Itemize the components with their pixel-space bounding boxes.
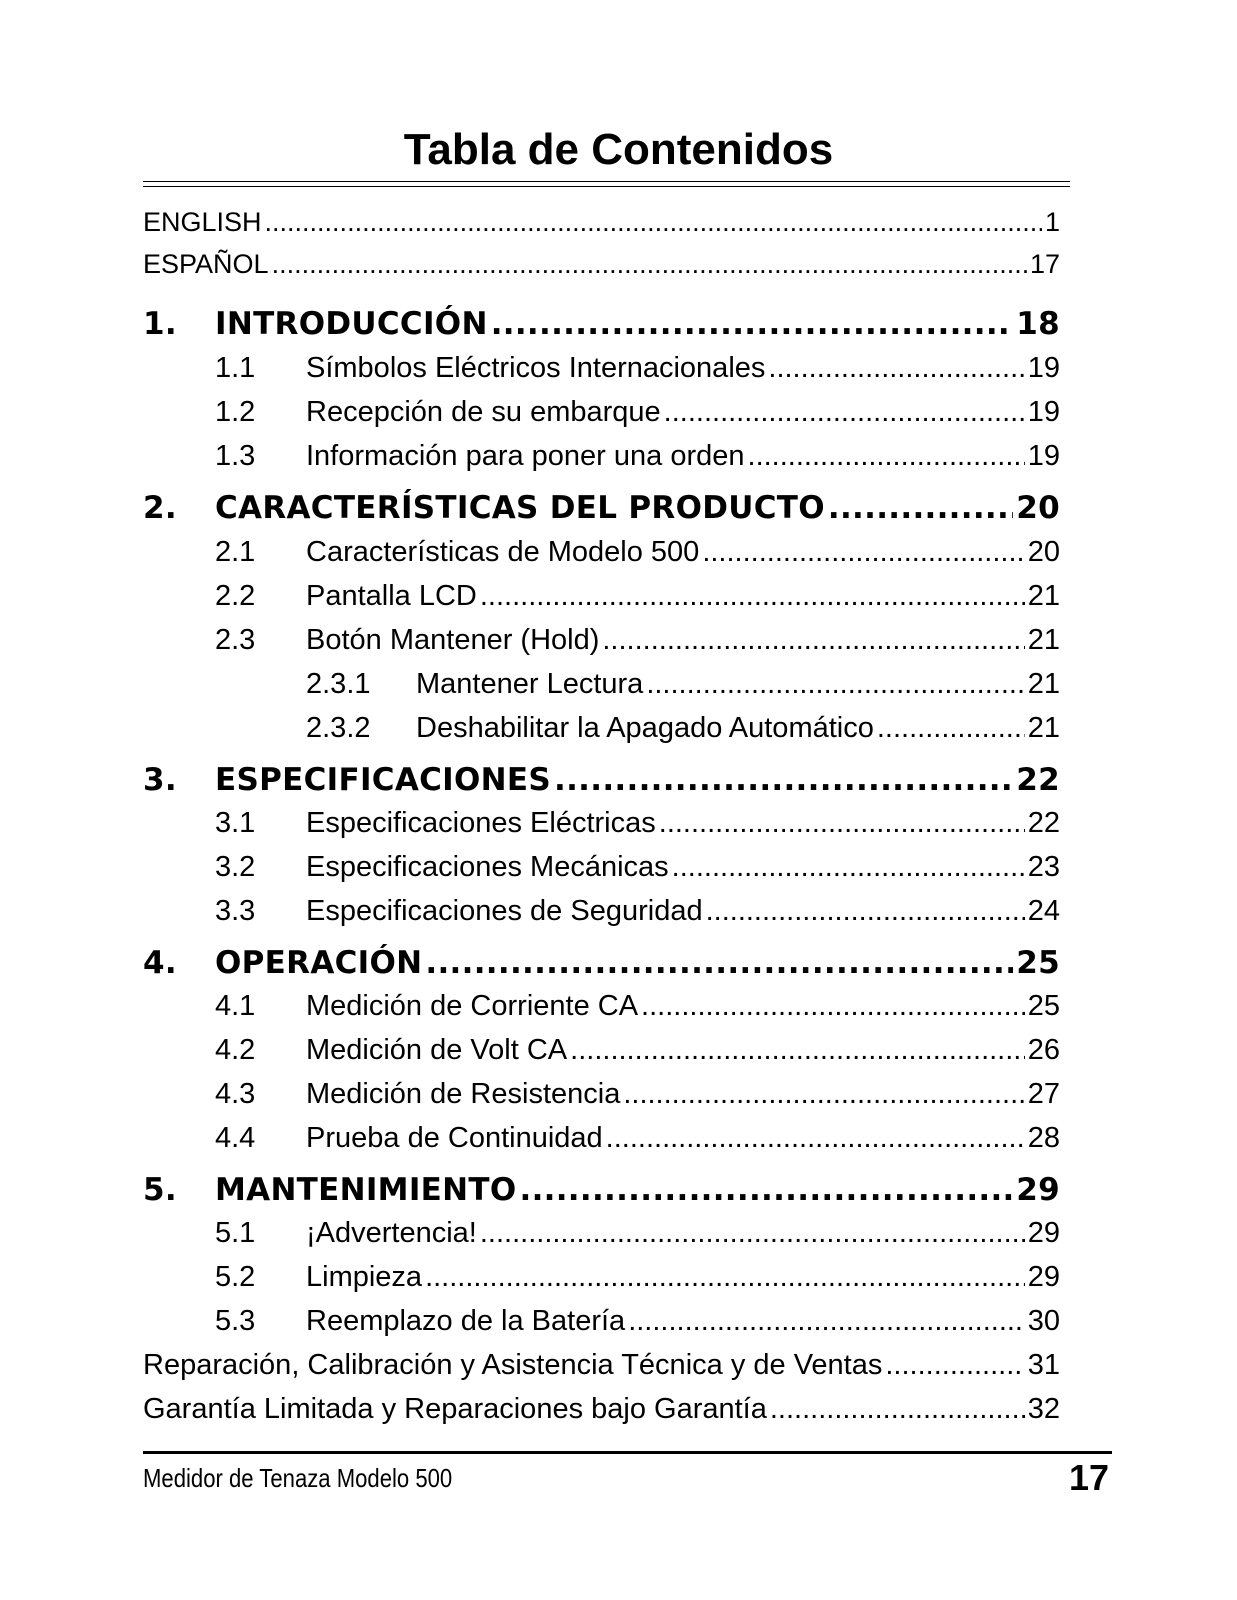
toc-entry-number: 4.1 — [215, 990, 256, 1022]
toc-entry-label: Recepción de su embarque — [306, 396, 661, 428]
toc-entry-number: 3.3 — [215, 895, 256, 927]
toc-entry-page: 22 — [1027, 807, 1060, 839]
toc-dot-leader — [672, 851, 1025, 884]
title-divider — [143, 181, 1070, 187]
toc-entry-page: 19 — [1027, 396, 1060, 428]
toc-entry-page: 19 — [1027, 440, 1060, 472]
toc-entry-page: 24 — [1027, 895, 1060, 927]
toc-entry-number: 3. — [143, 762, 177, 798]
toc-dot-leader — [520, 1172, 1014, 1208]
toc-dot-leader — [702, 536, 1024, 569]
toc-entry-label: Deshabilitar la Apagado Automático — [416, 712, 874, 744]
toc-entry-label: Medición de Volt CA — [306, 1034, 568, 1066]
toc-entry-label: Mantener Lectura — [416, 668, 644, 700]
toc-entry — [143, 440, 1060, 473]
toc-entry — [143, 249, 1060, 280]
toc-dot-leader — [491, 306, 1014, 342]
toc-entry-page: 28 — [1027, 1122, 1060, 1154]
toc-entry-label: Símbolos Eléctricos Internacionales — [306, 352, 766, 384]
toc-entry — [143, 1034, 1060, 1067]
page-title: Tabla de Contenidos — [403, 125, 834, 174]
toc-entry — [143, 1305, 1060, 1338]
footer-divider — [143, 1451, 1112, 1454]
toc-entry-label: Especificaciones Mecánicas — [306, 851, 669, 883]
toc-dot-leader — [664, 396, 1025, 429]
toc-entry-number: 2.2 — [215, 580, 256, 612]
toc-dot-leader — [570, 1034, 1025, 1067]
toc-entry-number: 1.1 — [215, 352, 256, 384]
toc-entry-page: 23 — [1027, 851, 1060, 883]
toc-entry-label: Limpieza — [306, 1261, 423, 1293]
toc-entry-number: 1. — [143, 306, 177, 342]
toc-entry-label: ENGLISH — [143, 207, 262, 237]
toc-entry-number: 3.1 — [215, 807, 256, 839]
toc-entry-label: Medición de Resistencia — [306, 1078, 621, 1110]
toc-entry-page: 17 — [1029, 249, 1060, 279]
toc-entry — [143, 1349, 1060, 1382]
toc-entry-label: ESPAÑOL — [143, 249, 269, 279]
toc-entry — [143, 306, 1060, 342]
toc-dot-leader — [623, 1078, 1024, 1111]
toc-entry-label: Especificaciones de Seguridad — [306, 895, 703, 927]
toc-entry-page: 21 — [1027, 668, 1060, 700]
toc-entry-label: ESPECIFICACIONES — [215, 762, 552, 798]
toc-entry-page: 21 — [1027, 624, 1060, 656]
toc-entry-page: 18 — [1016, 306, 1060, 342]
toc-entry-label: Botón Mantener (Hold) — [306, 624, 600, 656]
toc-entry-page: 29 — [1027, 1217, 1060, 1249]
toc-dot-leader — [768, 352, 1024, 385]
footer-page-number: 17 — [1068, 1457, 1109, 1498]
toc-entry-page: 31 — [1027, 1349, 1060, 1381]
toc-dot-leader — [265, 207, 1042, 238]
toc-entry-number: 2.3 — [215, 624, 256, 656]
toc-entry — [143, 807, 1060, 840]
toc-dot-leader — [628, 1305, 1025, 1338]
toc-entry-number: 4.3 — [215, 1078, 256, 1110]
toc-entry — [143, 1393, 1060, 1426]
toc-dot-leader — [706, 895, 1025, 928]
toc-entry — [143, 895, 1060, 928]
toc-entry — [143, 1261, 1060, 1294]
toc-entry-label: Características de Modelo 500 — [306, 536, 700, 568]
toc-entry-label: Reparación, Calibración y Asistencia Técnica y de Ventas — [143, 1349, 883, 1381]
toc-entry-page: 29 — [1027, 1261, 1060, 1293]
toc-dot-leader — [646, 668, 1024, 701]
toc-entry-page: 20 — [1016, 490, 1060, 526]
toc-entry — [143, 668, 1060, 701]
toc-entry-page: 25 — [1016, 945, 1060, 981]
toc-dot-leader — [828, 490, 1013, 526]
toc-dot-leader — [770, 1393, 1025, 1426]
toc-entry-number: 5. — [143, 1172, 177, 1208]
toc-entry-label: Reemplazo de la Batería — [306, 1305, 626, 1337]
toc-entry — [143, 990, 1060, 1023]
toc-entry-label: Pantalla LCD — [306, 580, 477, 612]
toc-entry-label: Garantía Limitada y Reparaciones bajo Garantía — [143, 1393, 767, 1425]
toc-dot-leader — [480, 1217, 1025, 1250]
toc-dot-leader — [425, 1261, 1025, 1294]
footer-document-title: Medidor de Tenaza Modelo 500 — [143, 1463, 453, 1493]
toc-entry — [143, 207, 1060, 238]
toc-entry-label: Información para poner una orden — [306, 440, 745, 472]
toc-entry — [143, 536, 1060, 569]
toc-entry-label: OPERACIÓN — [215, 945, 423, 981]
toc-entry-number: 2.1 — [215, 536, 256, 568]
toc-entry-page: 27 — [1027, 1078, 1060, 1110]
toc-entry-number: 4.4 — [215, 1122, 256, 1154]
toc-entry-page: 20 — [1027, 536, 1060, 568]
toc-entry — [143, 762, 1060, 798]
toc-entry-page: 1 — [1044, 207, 1060, 237]
toc-dot-leader — [272, 249, 1027, 280]
toc-entry-page: 30 — [1027, 1305, 1060, 1337]
toc-entry-page: 25 — [1027, 990, 1060, 1022]
toc-entry — [143, 580, 1060, 613]
toc-entry-page: 26 — [1027, 1034, 1060, 1066]
toc-entry-label: Medición de Corriente CA — [306, 990, 639, 1022]
toc-entry-label: Especificaciones Eléctricas — [306, 807, 656, 839]
toc-entry-page: 21 — [1027, 712, 1060, 744]
toc-entry-label: INTRODUCCIÓN — [215, 306, 488, 342]
toc-entry — [143, 396, 1060, 429]
toc-entry — [143, 1122, 1060, 1155]
toc-dot-leader — [641, 990, 1025, 1023]
toc-entry-label: Prueba de Continuidad — [306, 1122, 603, 1154]
toc-entry-label: MANTENIMIENTO — [215, 1172, 517, 1208]
toc-entry — [143, 490, 1060, 526]
toc-entry — [143, 851, 1060, 884]
toc-dot-leader — [480, 580, 1025, 613]
toc-dot-leader — [602, 624, 1024, 657]
toc-entry-page: 19 — [1027, 352, 1060, 384]
toc-entry-number: 5.2 — [215, 1261, 256, 1293]
toc-entry-number: 3.2 — [215, 851, 256, 883]
toc-entry-number: 5.3 — [215, 1305, 256, 1337]
toc-entry — [143, 1217, 1060, 1250]
toc-entry-page: 21 — [1027, 580, 1060, 612]
toc-entry-number: 2.3.1 — [306, 668, 371, 700]
toc-entry-number: 1.3 — [215, 440, 256, 472]
toc-dot-leader — [606, 1122, 1025, 1155]
toc-dot-leader — [425, 945, 1013, 981]
toc-entry-number: 2. — [143, 490, 177, 526]
toc-dot-leader — [877, 712, 1025, 745]
toc-entry-page: 22 — [1016, 762, 1060, 798]
toc-entry-number: 4. — [143, 945, 177, 981]
toc-entry — [143, 945, 1060, 981]
toc-entry — [143, 624, 1060, 657]
toc-entry-page: 32 — [1027, 1393, 1060, 1425]
toc-entry-label: ¡Advertencia! — [306, 1217, 477, 1249]
toc-dot-leader — [748, 440, 1025, 473]
toc-entry — [143, 712, 1060, 745]
toc-entry-number: 2.3.2 — [306, 712, 371, 744]
toc-entry-page: 29 — [1016, 1172, 1060, 1208]
toc-entry-number: 5.1 — [215, 1217, 256, 1249]
toc-dot-leader — [885, 1349, 1024, 1382]
toc-dot-leader — [554, 762, 1013, 798]
toc-entry — [143, 1172, 1060, 1208]
toc-entry-label: CARACTERÍSTICAS DEL PRODUCTO — [215, 490, 825, 526]
toc-entry — [143, 352, 1060, 385]
toc-entry-number: 1.2 — [215, 396, 256, 428]
toc-dot-leader — [659, 807, 1025, 840]
toc-entry — [143, 1078, 1060, 1111]
toc-entry-number: 4.2 — [215, 1034, 256, 1066]
